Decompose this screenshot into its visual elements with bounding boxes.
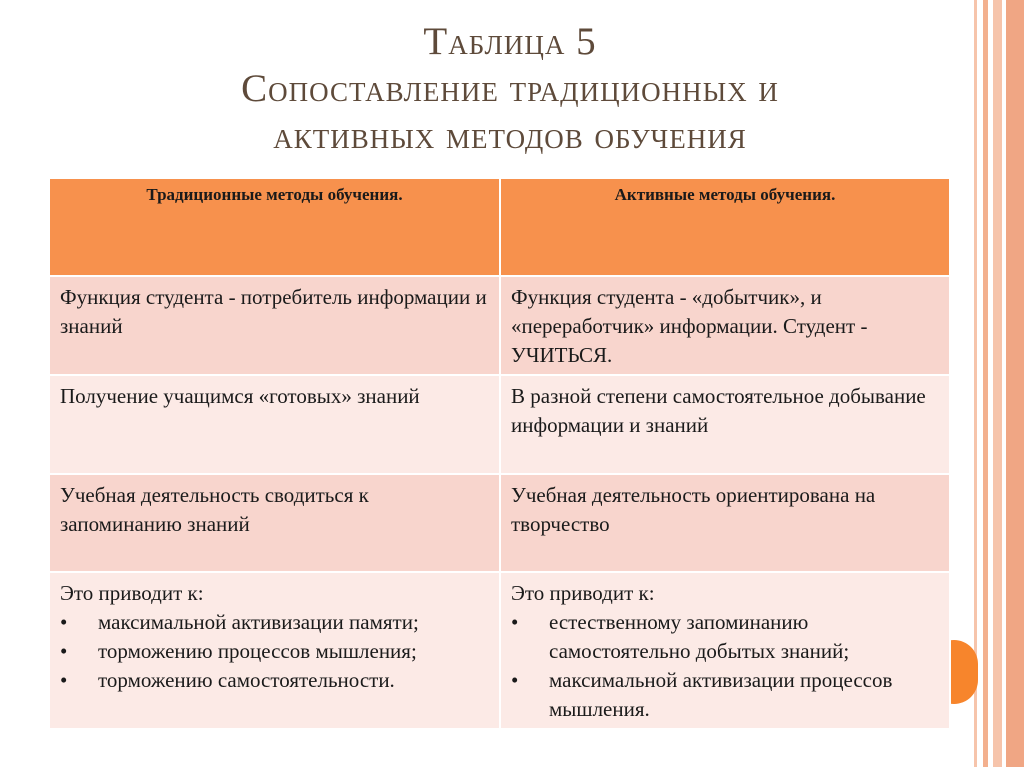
list-item-text: максимальной активизации памяти; [98, 609, 419, 634]
slide-title [60, 18, 960, 159]
table-row [49, 276, 950, 375]
list-item-text: максимальной активизации процессов мышления. [549, 667, 893, 721]
list-item [511, 666, 939, 724]
table-cell: В разной степени самостоятельное добывание информации и знаний [500, 375, 950, 473]
table-cell-outcomes-traditional [49, 572, 500, 729]
table-cell: Учебная деятельность сводиться к запоминанию знаний [49, 474, 500, 572]
list-item-text: торможению процессов мышления; [98, 638, 417, 663]
bullet-icon: • [60, 609, 68, 634]
list-item [60, 666, 489, 695]
outcomes-intro: Это приводит к: [511, 580, 655, 605]
outcomes-list [511, 608, 939, 724]
table-header-row [49, 178, 950, 276]
bullet-icon: • [511, 667, 519, 692]
decorative-stripes [974, 0, 1024, 767]
table-row [49, 375, 950, 473]
title-line-2: Сопоставление традиционных и [241, 67, 779, 110]
title-line-1: Таблица 5 [423, 20, 597, 63]
header-traditional: Традиционные методы обучения. [49, 178, 500, 276]
list-item [60, 608, 489, 637]
bullet-icon: • [60, 638, 68, 663]
header-active: Активные методы обучения. [500, 178, 950, 276]
table-cell: Функция студента - потребитель информации и знаний [49, 276, 500, 375]
list-item [511, 608, 939, 666]
outcomes-list [60, 608, 489, 695]
table-cell: Учебная деятельность ориентирована на творчество [500, 474, 950, 572]
table-row [49, 572, 950, 729]
table-row [49, 474, 950, 572]
comparison-table [48, 177, 951, 730]
list-item-text: естественному запоминанию самостоятельно добытых знаний; [549, 609, 850, 663]
outcomes-intro: Это приводит к: [60, 580, 204, 605]
title-line-3: активных методов обучения [273, 114, 747, 157]
bullet-icon: • [511, 609, 519, 634]
table-cell-outcomes-active [500, 572, 950, 729]
list-item [60, 637, 489, 666]
list-item-text: торможению самостоятельности. [98, 667, 395, 692]
table-cell: Получение учащимся «готовых» знаний [49, 375, 500, 473]
table-cell: Функция студента - «добытчик», и «переработчик» информации. Студент - УЧИТЬСЯ. [500, 276, 950, 375]
bullet-icon: • [60, 667, 68, 692]
